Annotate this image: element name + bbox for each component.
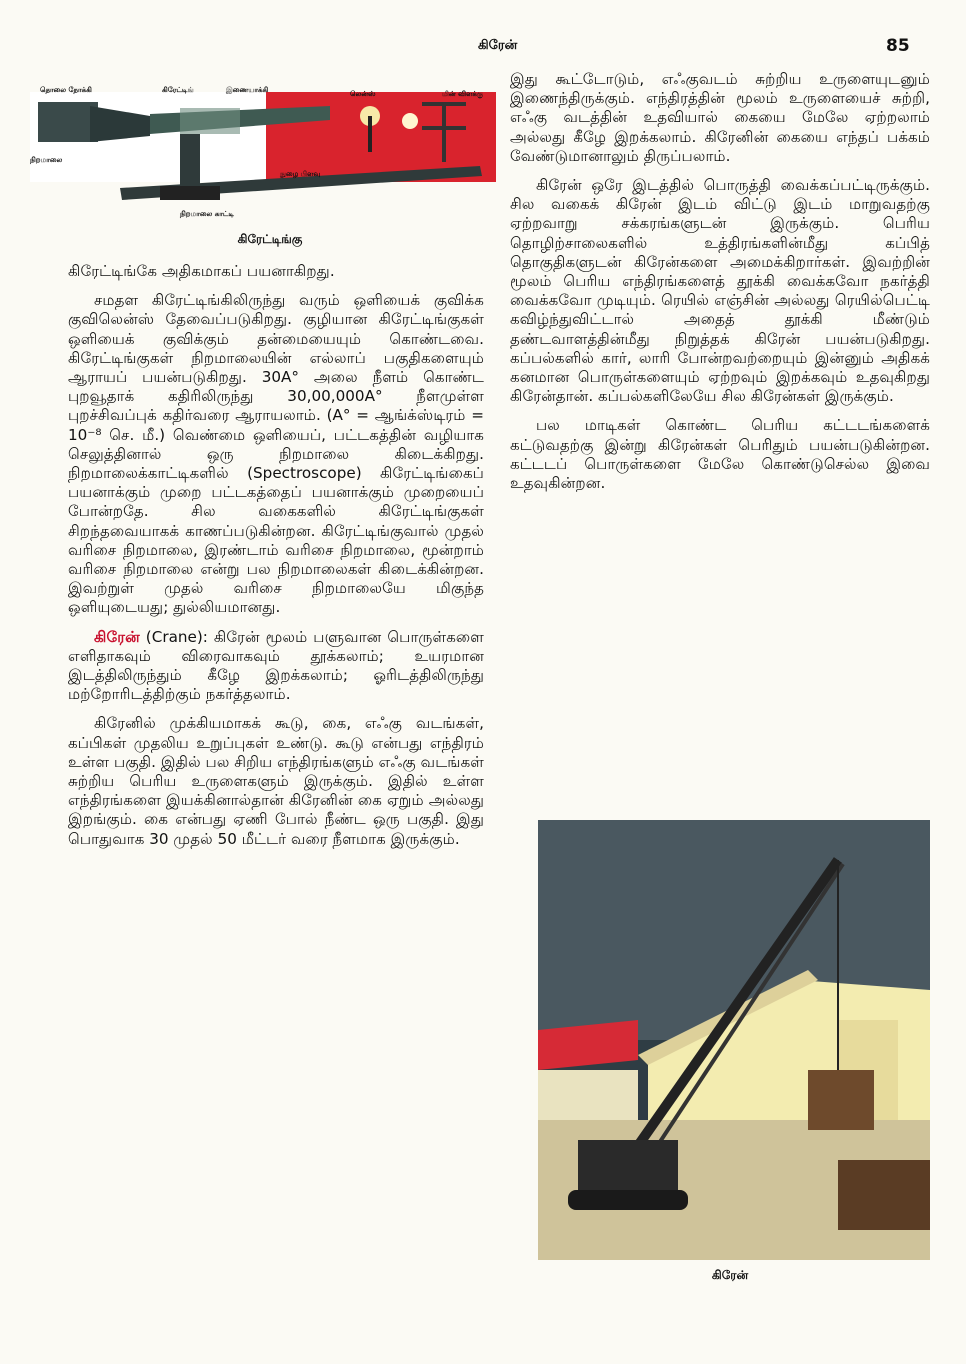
crane-tracks	[568, 1190, 688, 1210]
label-spectrum: நிறமாலை	[30, 156, 63, 164]
left-paragraph-2: சமதள கிரேட்டிங்கிலிருந்து வரும் ஒளியைக் குவிக்க குவிலென்ஸ் தேவைப்படுகிறது. குழியான கிரேட்டிங்குகள் ஒளியைக் குவிக்கும் தன்மையையும் கொண்டவை. கிரேட்டிங்குகள் நிறமாலையின் எல்லாப் பகுதிகளையும் ஆராயப் பயன்படுகிறது. 30A° அலை நீளம் கொண்ட புறவூதாக் கதிரிலிருந்து 30,00,000A° நீளமுள்ள புறச்சிவப்புக் கதிர்வரை ஆராயலாம். (A° = ஆங்க்ஸ்டிரம் = 10⁻⁸ செ. மீ.) வெண்மை ஒளியைப், பட்டகத்தின் வழியாக செலுத்தினால் ஒரு நிறமாலை கிடைக்கிறது. நிறமாலைக்காட்டிகளில் (Spectroscope) கிரேட்டிங்கைப் பயனாக்கும் முறை பட்டகத்தைப் பயனாக்கும் முறையைப் போன்றதே. சில வகைகளில் கிரேட்டிங்குகள் சிறந்தவையாகக் காணப்படுகின்றன. கிரேட்டிங்குவால் முதல் வரிசை நிறமாலை, இரண்டாம் வரிசை நிறமாலை, மூன்றாம் வரிசை நிறமாலை என்று பல நிறமாலைகள் கிடைக்கின்றன. இவற்றுள் முதல் வரிசை நிறமாலையே மிகுந்த ஒளியுடையது; துல்லியமானது.	[68, 291, 484, 617]
grating-illustration	[30, 76, 498, 224]
left-paragraph-1: கிரேட்டிங்கே அதிகமாகப் பயனாகிறது.	[68, 262, 335, 280]
right-paragraph-3: பல மாடிகள் கொண்ட பெரிய கட்டடங்களைக் கட்டுவதற்கு இன்று கிரேன்கள் பெரிதும் பயன்படுகின்றன. கட்டடப் பொருள்களை மேலே கொண்டுசெல்ல இவை உதவுகின்றன.	[510, 416, 930, 493]
label-collimator: இணையாக்கி	[226, 86, 269, 94]
grating-caption: கிரேட்டிங்கு	[237, 232, 303, 246]
running-header-word: கிரேன்	[478, 38, 518, 53]
label-lens: லென்ஸ்	[350, 90, 376, 98]
page-number: 85	[886, 36, 910, 56]
bulb-icon	[402, 113, 418, 129]
crane-caption: கிரேன்	[711, 1268, 749, 1282]
left-column	[68, 262, 484, 859]
right-paragraph-1: இது கூட்டோடும், எஃகுவடம் சுற்றிய உருளையுடனும் இணைந்திருக்கும். எந்திரத்தின் மூலம் உருளையைச் சுற்றி, எஃகு வடத்தின் உதவியால் கையை மேலே ஏற்றலாம் அல்லது கீழே இறக்கலாம். கிரேனின் கையை எந்தப் பக்கம் வேண்டுமானாலும் திருப்பலாம்.	[510, 70, 930, 165]
label-telescope: தொலை நோக்கி	[40, 86, 92, 94]
telescope-icon	[38, 102, 98, 142]
crane-definition: (Crane): கிரேன் மூலம் பளுவான பொருள்களை எளிதாகவும் விரைவாகவும் தூக்கலாம்; உயரமான இடத்திலிருந்தும் கீழே இறக்கலாம்; ஓரிடத்திலிருந்து மற்றோரிடத்திற்கும் நகர்த்தலாம்.	[68, 627, 484, 704]
label-grating: கிரேட்டிங்	[162, 86, 194, 94]
left-paragraph-3	[68, 628, 484, 705]
crate-icon	[808, 1070, 874, 1130]
label-spectroscope: நிறமாலை காட்டி	[180, 210, 235, 218]
crane-cab	[578, 1140, 678, 1190]
crane-heading: கிரேன்	[94, 627, 140, 646]
right-paragraph-2: கிரேன் ஒரே இடத்தில் பொருத்தி வைக்கப்பட்டிருக்கும். சில வகைக் கிரேன் இடம் விட்டு இடம் மாறுவதற்கு ஏற்றவாறு சக்கரங்களுடன் இருக்கும். பெரிய தொழிற்சாலைகளில் உத்திரங்களின்மீது கப்பித் தொகுதிகளுடன் கிரேன்களை அமைக்கிறார்கள். இவற்றின் மூலம் பெரிய எந்திரங்களைத் தூக்கி வைக்கவோ நகர்த்தி வைக்கவோ முடியும். ரெயில் எஞ்சின் அல்லது ரெயில்பெட்டி கவிழ்ந்துவிட்டால் அதைத் தூக்கி மீண்டும் தண்டவாளத்தின்மீது நிறுத்தக் கிரேன் பயன்படுகிறது. கப்பல்களில் கார், லாரி போன்றவற்றையும் இன்னும் அதிகக் கனமான பொருள்களையும் ஏற்றவும் இறக்கவும் உதவுகிறது கிரேன்தான். கப்பல்களிலேயே சில கிரேன்கள் இருக்கும்.	[510, 176, 930, 406]
left-paragraph-4: கிரேனில் முக்கியமாகக் கூடு, கை, எஃகு வடங்கள், கப்பிகள் முதலிய உறுப்புகள் உண்டு. கூடு என்பது எந்திரம் உள்ள பகுதி. இதில் பல சிறிய எந்திரங்களும் எஃகு வடங்கள் சுற்றிய பெரிய உருளைகளும் இருக்கும். இதில் உள்ள எந்திரங்களை இயக்கினால்தான் கிரேனின் கை ஏறும் அல்லது இறங்கும். கை என்பது ஏணி போல் நீண்ட ஒரு பகுதி. இது பொதுவாக 30 முதல் 50 மீட்டர் வரை நீளமாக இருக்கும்.	[68, 714, 484, 848]
right-column	[510, 70, 930, 503]
crane-illustration	[538, 820, 930, 1260]
label-bulb: மின் விளக்கு	[442, 90, 484, 98]
label-slit: நுழை பிளவு	[280, 170, 321, 178]
